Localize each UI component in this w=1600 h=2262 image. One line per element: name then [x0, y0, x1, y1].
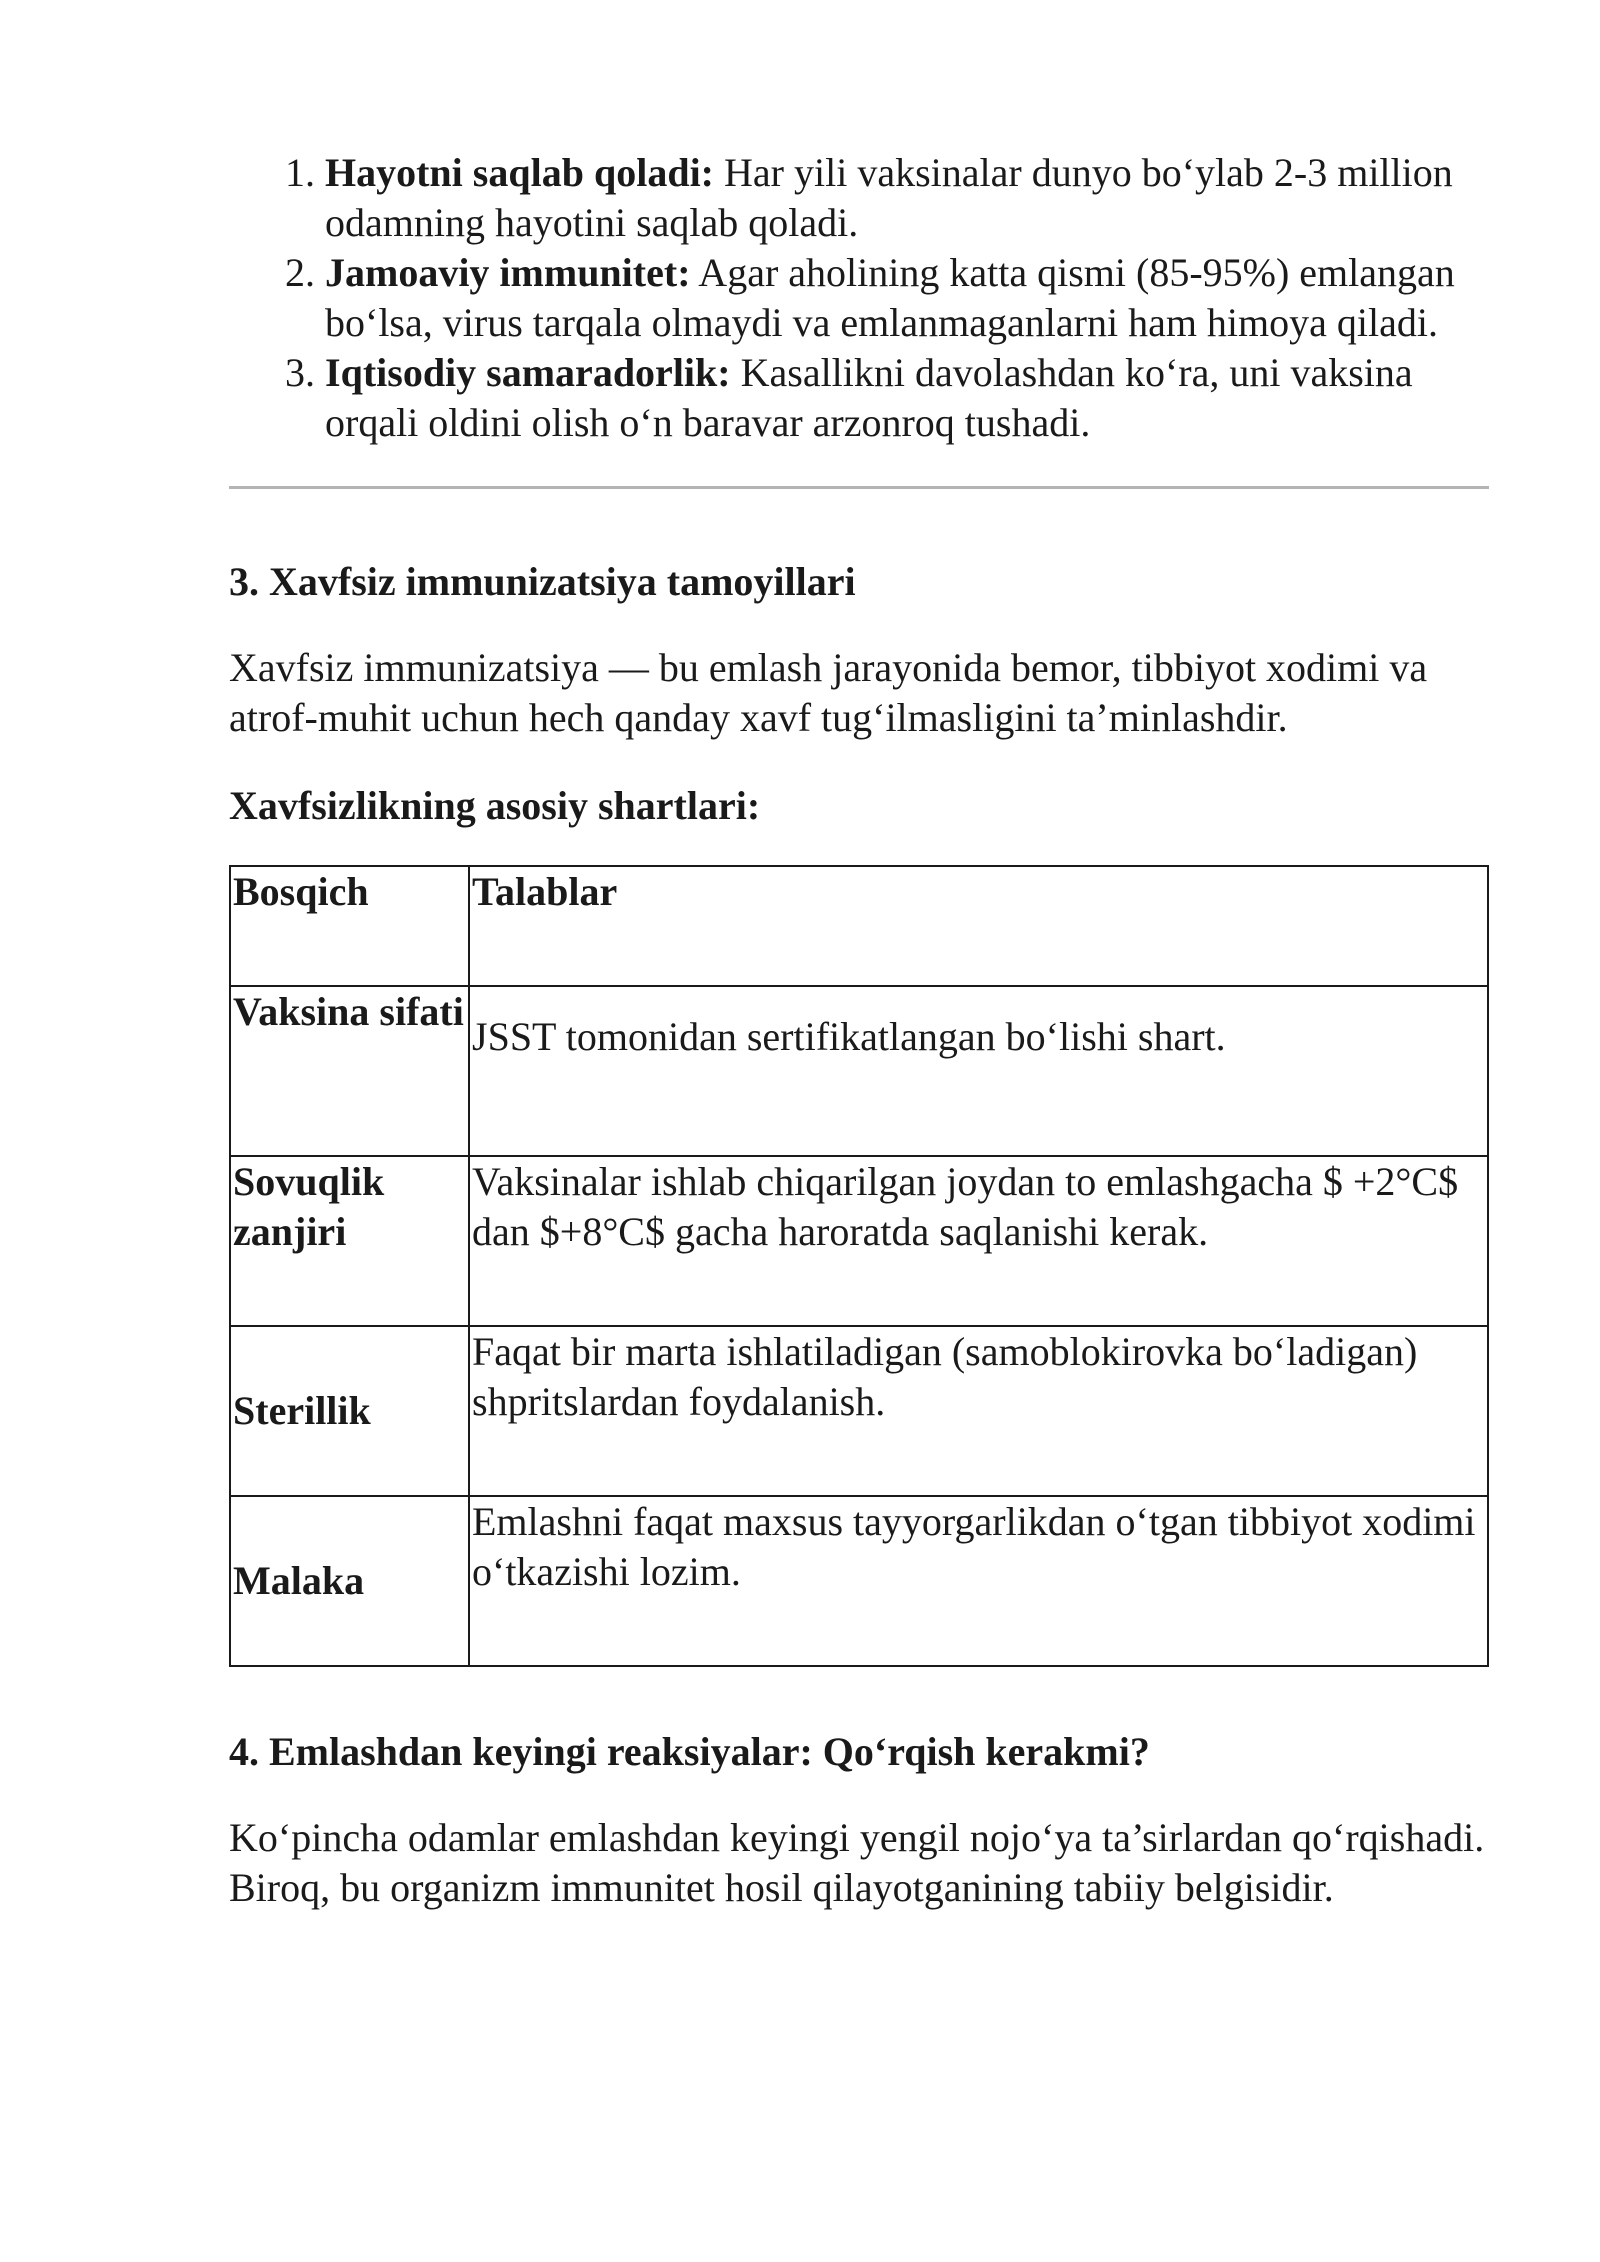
- requirement-cell: Emlashni faqat maxsus tayyorgarlikdan o‘tgan tibbiyot xodimi o‘tkazishi lozim.: [469, 1496, 1488, 1666]
- section-divider: [229, 486, 1489, 489]
- column-header-requirements: Talablar: [469, 866, 1488, 986]
- requirements-table: [229, 865, 1489, 1667]
- list-item: [325, 248, 1489, 348]
- stage-cell: Sovuqlik zanjiri: [230, 1156, 469, 1326]
- section-intro: Xavfsiz immunizatsiya — bu emlash jarayonida bemor, tibbiyot xodimi va atrof-muhit uchun hech qanday xavf tug‘ilmasligini ta’minlashdir.: [229, 645, 1428, 740]
- column-header-stage: Bosqich: [230, 866, 469, 986]
- stage-cell: Vaksina sifati: [230, 986, 469, 1156]
- list-item: [325, 348, 1489, 448]
- benefit-text: Agar aholining katta qismi (85-95%) emlangan bo‘lsa, virus tarqala olmaydi va emlanmaganlarni ham himoya qiladi.: [325, 250, 1455, 345]
- stage-cell: Sterillik: [230, 1326, 469, 1496]
- document-page: [229, 148, 1489, 1913]
- benefit-text: Kasallikni davolashdan ko‘ra, uni vaksina orqali oldini olish o‘n baravar arzonroq tushadi.: [325, 350, 1413, 445]
- table-caption: Xavfsizlikning asosiy shartlari:: [229, 783, 761, 828]
- requirement-cell: Vaksinalar ishlab chiqarilgan joydan to emlashgacha $ +2°C$ dan $+8°C$ gacha haroratda saqlanishi kerak.: [469, 1156, 1488, 1326]
- section-title: 4. Emlashdan keyingi reaksiyalar: Qo‘rqish kerakmi?: [229, 1729, 1150, 1774]
- section-title: 3. Xavfsiz immunizatsiya tamoyillari: [229, 559, 856, 604]
- table-row: [230, 1326, 1488, 1496]
- table-header-row: [230, 866, 1488, 986]
- benefit-title: Hayotni saqlab qoladi:: [325, 150, 715, 195]
- table-row: [230, 986, 1488, 1156]
- benefit-title: Iqtisodiy samaradorlik:: [325, 350, 731, 395]
- table-row: [230, 1496, 1488, 1666]
- stage-cell: Malaka: [230, 1496, 469, 1666]
- benefit-title: Jamoaviy immunitet:: [325, 250, 691, 295]
- section-intro: Ko‘pincha odamlar emlashdan keyingi yengil nojo‘ya ta’sirlardan qo‘rqishadi. Biroq, bu organizm immunitet hosil qilayotganining tabiiy belgisidir.: [229, 1815, 1485, 1910]
- table-row: [230, 1156, 1488, 1326]
- requirement-cell: Faqat bir marta ishlatiladigan (samoblokirovka bo‘ladigan) shpritslardan foydalanish.: [469, 1326, 1488, 1496]
- list-item: [325, 148, 1489, 248]
- benefits-list: [229, 148, 1489, 448]
- requirement-cell: JSST tomonidan sertifikatlangan bo‘lishi shart.: [469, 986, 1488, 1156]
- benefit-text: Har yili vaksinalar dunyo bo‘ylab 2-3 million odamning hayotini saqlab qoladi.: [325, 150, 1453, 245]
